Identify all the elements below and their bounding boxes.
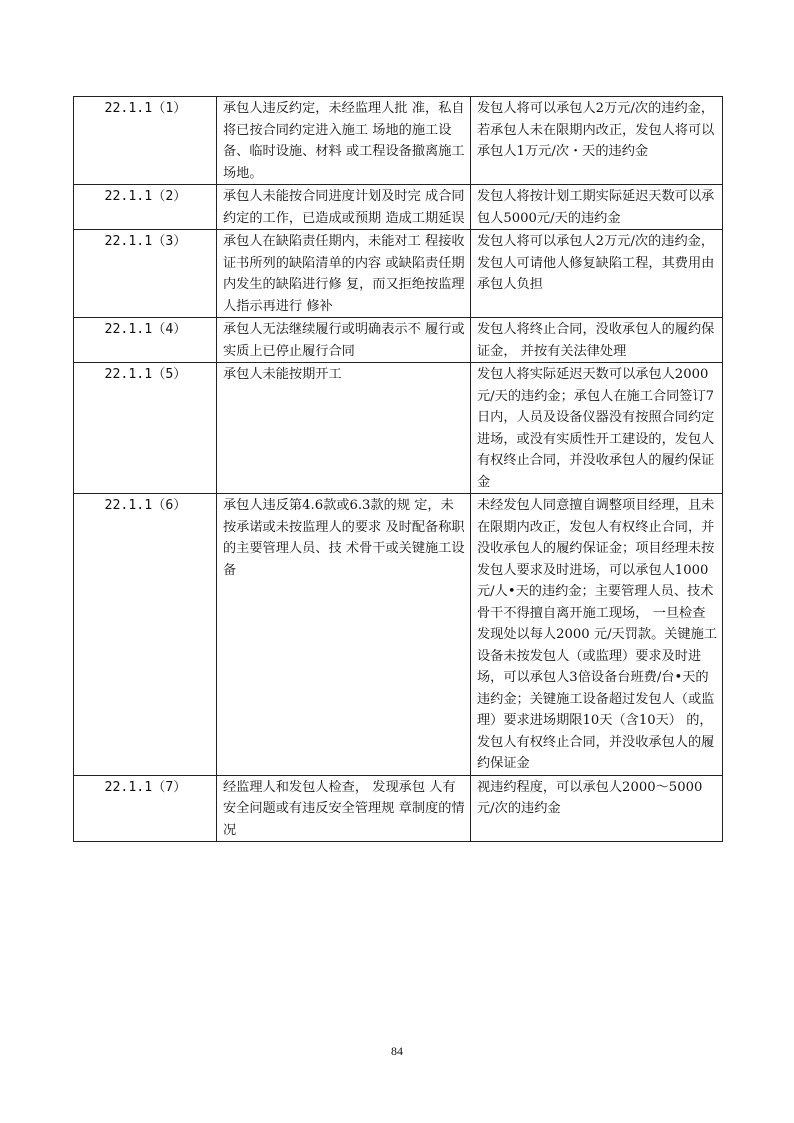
page-number: 84 [391,1044,403,1058]
situation-cell: 承包人违反约定，未经监理人批 准，私自将已按合同约定进入施工 场地的施工设备、临时设施、材料 或工程设备撤离施工场地。 [217,97,471,185]
penalty-cell: 发包人将按计划工期实际延迟天数可以承包人5000元/天的违约金 [471,185,723,230]
clause-cell: 22.1.1（7） [74,775,217,842]
penalty-cell: 发包人将可以承包人2万元/次的违约金，发包人可请他人修复缺陷工程，其费用由承包人负担 [471,230,723,318]
table-row [74,185,723,230]
penalty-cell: 发包人将可以承包人2万元/次的违约金，若承包人未在限期内改正，发包人将可以承包人1万元/次・天的违约金 [471,97,723,185]
table-row [74,775,723,842]
situation-cell: 承包人违反第4.6款或6.3款的规 定，未按承诺或未按监理人的要求 及时配备称职的主要管理人员、技 术骨干或关键施工设备 [217,494,471,776]
penalty-table [73,96,723,842]
situation-cell: 经监理人和发包人检查， 发现承包 人有安全问题或有违反安全管理规 章制度的情况 [217,775,471,842]
penalty-cell: 发包人将终止合同，没收承包人的履约保证金， 并按有关法律处理 [471,318,723,363]
clause-cell: 22.1.1（4） [74,318,217,363]
situation-cell: 承包人未能按合同进度计划及时完 成合同约定的工作，已造成或预期 造成工期延误 [217,185,471,230]
situation-cell: 承包人无法继续履行或明确表示不 履行或实质上已停止履行合同 [217,318,471,363]
penalty-cell: 视违约程度，可以承包人2000～5000元/次的违约金 [471,775,723,842]
clause-cell: 22.1.1（2） [74,185,217,230]
table-row [74,230,723,318]
table-row [74,494,723,776]
situation-cell: 承包人在缺陷责任期内，未能对工 程接收证书所列的缺陷清单的内容 或缺陷责任期内发生的缺陷进行修 复，而又拒绝按监理人指示再进行 修补 [217,230,471,318]
table-row [74,318,723,363]
penalty-cell: 发包人将实际延迟天数可以承包人2000元/天的违约金；承包人在施工合同签订7日内，人员及设备仪器没有按照合同约定进场，或没有实质性开工建设的，发包人有权终止合同，并没收承包人的履约保证金 [471,363,723,494]
clause-cell: 22.1.1（3） [74,230,217,318]
situation-cell: 承包人未能按期开工 [217,363,471,494]
table-row [74,363,723,494]
clause-cell: 22.1.1（6） [74,494,217,776]
penalty-cell: 未经发包人同意擅自调整项目经理，且未在限期内改正，发包人有权终止合同，并没收承包人的履约保证金；项目经理未按发包人要求及时进场，可以承包人1000元/人•天的违约金；主要管理人员、技术骨干不得擅自离开施工现场， 一旦检查发现处以每人2000 元/天罚款。关键施工设备未按发包人（或监理）要求及时进场，可以承包人3倍设备台班费/台•天的违约金；关键施工设备超过发包人（或监理）要求进场期限10天（含10天） 的，发包人有权终止合同，并没收承包人的履约保证金 [471,494,723,776]
table-row [74,97,723,185]
clause-cell: 22.1.1（1） [74,97,217,185]
clause-cell: 22.1.1（5） [74,363,217,494]
